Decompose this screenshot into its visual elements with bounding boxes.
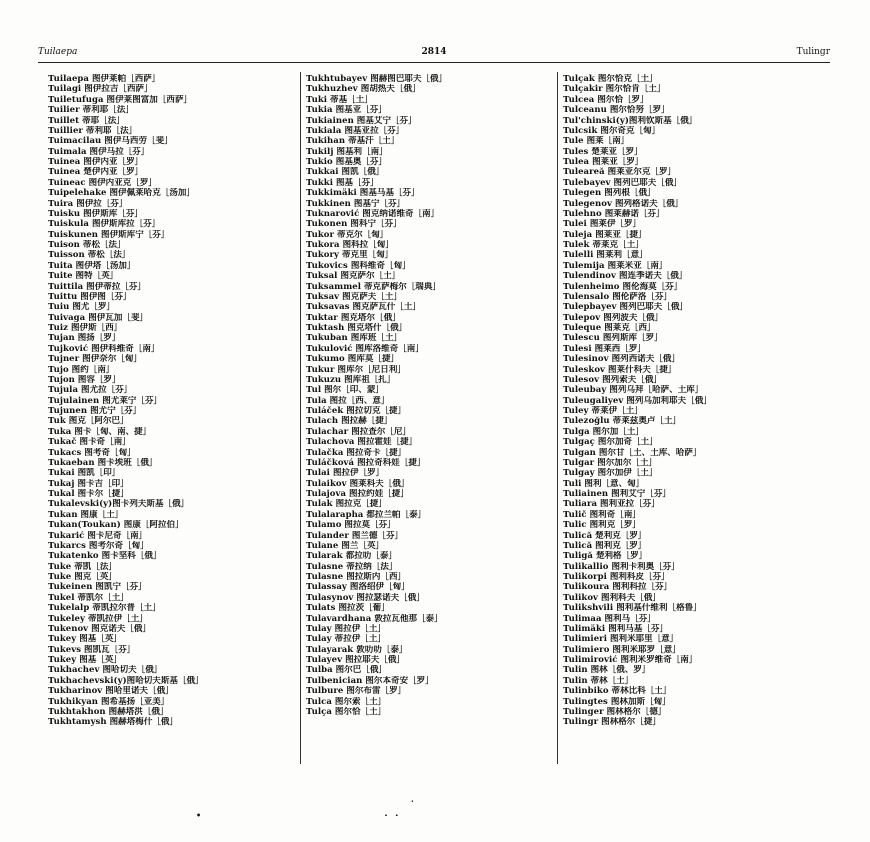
dictionary-entry: Tuk 图克［阿尔巴］	[48, 416, 129, 427]
dictionary-entry: Tulepov 图列波夫［俄］	[563, 312, 664, 323]
dictionary-entry: Tulander 图兰德［芬］	[306, 530, 404, 541]
dictionary-entry: Tuiskunen 图伊斯库宁［芬］	[48, 229, 170, 240]
dictionary-entry: Tuira 图伊拉［芬］	[48, 198, 128, 209]
dictionary-entry: Tulassay 图洛绍伊［匈］	[306, 582, 410, 593]
dictionary-entry: Tukan 图康［土］	[48, 509, 124, 520]
dictionary-entry: Tukeinen 图凯宁［芬］	[48, 582, 147, 593]
dictionary-entry: Tuineac 图伊内亚克［罗］	[48, 177, 157, 188]
dictionary-column-right	[563, 74, 813, 728]
dictionary-entry: Tulasne 图拉斯内［西］	[306, 572, 407, 582]
dictionary-entry: Tulalarapha 都拉兰帕［泰］	[306, 509, 427, 520]
dictionary-entry: Tukuban 图库班［土］	[306, 333, 403, 344]
dictionary-entry: Tulcea 图尔恰［罗］	[563, 94, 649, 105]
dictionary-entry: Tulbenician 图尔本奇安［罗］	[306, 675, 434, 686]
dictionary-entry: Tukaeban 图卡埃班［俄］	[48, 457, 158, 468]
dictionary-entry: Tukhtubayev 图赫图巴耶夫［俄］	[306, 74, 448, 84]
dictionary-entry: Tulajova 图拉约娃［捷］	[306, 489, 409, 499]
page-number: 2814	[421, 47, 447, 57]
dictionary-entry: Tulca 图尔索［土］	[306, 696, 387, 707]
dictionary-entry: Tukovics 图科维奇［匈］	[306, 260, 411, 271]
dictionary-entry: Tuleareă 图莱亚尔克［罗］	[563, 167, 677, 178]
dictionary-entry: Tulgan 图尔甘［土、土库、哈萨］	[563, 447, 702, 458]
dictionary-entry: Tukelalp 蒂凯拉尔普［土］	[48, 603, 161, 614]
dictionary-entry: Tukuzu 图库祖［扎］	[306, 374, 396, 385]
dictionary-entry: Tulasne 蒂拉纳［法］	[306, 561, 398, 572]
dictionary-entry: Tulea 图莱亚［罗］	[563, 157, 644, 167]
dictionary-entry: Tukki 图基［芬］	[306, 177, 379, 188]
dictionary-entry: Tulebayev 图列巴耶夫［俄］	[563, 177, 682, 188]
dictionary-entry: Tulendinov 图连季诺夫［俄］	[563, 271, 688, 282]
dictionary-entry: Tuleja 图莱亚［捷］	[563, 229, 647, 240]
dictionary-entry: Tulats 图拉茨［葡］	[306, 603, 390, 614]
dictionary-entry: Tulavardhana 敦拉瓦他那［泰］	[306, 613, 443, 624]
dictionary-entry: Tukarić 图卡尼奇［南］	[48, 530, 148, 541]
dictionary-entry: Tukhachevski(y)图哈切夫斯基［俄］	[48, 675, 204, 686]
dictionary-entry: Tuimacilau 图伊马西劳［斐］	[48, 136, 173, 147]
dictionary-entry: Tuilagi 图伊拉吉［西萨］	[48, 84, 153, 95]
dictionary-entry: Tulbure 图尔布雷［罗］	[306, 686, 407, 697]
dictionary-column-left	[48, 74, 296, 728]
dictionary-entry: Tukkai 图凯［俄］	[306, 167, 385, 178]
header-rule	[38, 62, 830, 63]
dictionary-entry: Tulgar 图尔加尔［土］	[563, 457, 658, 468]
dictionary-entry: Tulay 图拉伊［土］	[306, 623, 386, 634]
dictionary-entry: Tukey 图基［英］	[48, 634, 122, 645]
dictionary-entry: Tujner 图伊奈尔［匈］	[48, 354, 143, 365]
dictionary-entry: Tulei 图莱伊［罗］	[563, 219, 642, 230]
dictionary-entry: Tulikshvili 图利基什维利［格鲁］	[563, 603, 702, 614]
dictionary-entry: Tukevs 图凯瓦［芬］	[48, 644, 136, 655]
dictionary-entry: Tulimieri 图利米耶里［意］	[563, 634, 679, 645]
dictionary-entry: Tulenheimo 图伦海莫［芬］	[563, 281, 683, 292]
dictionary-entry: Tuillet 蒂耶［法］	[48, 115, 125, 126]
dictionary-entry: Tulasynov 图拉瑟诺夫［俄］	[306, 592, 425, 603]
dictionary-entry: Tulescu 图列斯库［罗］	[563, 333, 663, 344]
dictionary-entry: Tuiu 图尤［罗］	[48, 302, 116, 313]
dictionary-entry: Tulayev 图拉耶夫［俄］	[306, 655, 405, 665]
dictionary-entry: Tuke 图克［英］	[48, 572, 117, 582]
dictionary-entry: Tukonen 图科宁［芬］	[306, 219, 402, 230]
dictionary-entry: Tuite 图特［英］	[48, 271, 119, 282]
dictionary-entry: Tuka 图卡［匈、南、捷］	[48, 426, 152, 437]
dictionary-entry: Tulepbayev 图列巴耶夫［俄］	[563, 302, 688, 313]
dictionary-entry: Tukatenko 图卡坚科［俄］	[48, 551, 162, 562]
dictionary-entry: Tulic 图利克［罗］	[563, 520, 641, 531]
dictionary-entry: Tuilaepa 图伊莱帕［西萨］	[48, 74, 161, 84]
dictionary-entry: Tulimiero 图利米耶罗［意］	[563, 644, 681, 655]
dictionary-entry: Tulačka 图拉奇卡［捷］	[306, 447, 407, 458]
dictionary-entry: Tulak 图拉克［捷］	[306, 499, 387, 510]
dictionary-entry: Tukhachev 图哈切夫［俄］	[48, 665, 163, 676]
dictionary-entry: Tulach 图拉赫［捷］	[306, 416, 393, 427]
dictionary-entry: Tuimala 图伊马拉［芬］	[48, 146, 150, 157]
dictionary-entry: Tukharinov 图哈里诺夫［俄］	[48, 686, 174, 697]
dictionary-entry: Tukulović 图库洛维奇［南］	[306, 343, 424, 354]
dictionary-entry: Tukalevski(y)图卡列夫斯基［俄］	[48, 499, 190, 510]
dictionary-entry: Tuksal 图克萨尔［土］	[306, 271, 401, 282]
dictionary-entry: Tuleugaliyev 图列乌加利耶夫［俄］	[563, 395, 712, 406]
dictionary-entry: Tukio 图基奥［芬］	[306, 157, 388, 167]
dictionary-entry: Tuilier 蒂利耶［法］	[48, 105, 134, 116]
dictionary-entry: Tulegen 图列根［俄］	[563, 188, 656, 199]
running-header	[38, 44, 830, 60]
dictionary-entry: Tuki 蒂基［土］	[306, 94, 373, 105]
dictionary-entry: Tuillier 蒂利耶［法］	[48, 125, 138, 136]
dictionary-entry: Tuiletufuga 图伊莱图富加［西萨］	[48, 94, 193, 105]
dictionary-entry: Tulin 蒂林［土］	[563, 675, 634, 686]
dictionary-entry: Tulimirović 图利米罗维奇［南］	[563, 655, 698, 665]
dictionary-entry: Tulcsik 图尔奇克［匈］	[563, 125, 661, 136]
dictionary-entry: Tujunen 图尤宁［芬］	[48, 406, 142, 416]
dictionary-entry: Tuláček 图拉切克［捷］	[306, 406, 407, 416]
dictionary-entry: Tulgaç 图尔加奇［土］	[563, 437, 658, 448]
dictionary-entry: Tukor 蒂克尔［匈］	[306, 229, 389, 240]
dictionary-entry: Tujo 图约［南］	[48, 364, 115, 375]
dictionary-entry: Tulek 蒂莱克［土］	[563, 240, 644, 250]
dictionary-entry: Tulemija 图莱米亚［南］	[563, 260, 668, 271]
dictionary-entry: Tukhikyan 图希基扬［亚美］	[48, 696, 170, 707]
dictionary-entry: Tuittu 图伊图［芬］	[48, 291, 132, 302]
dictionary-entry: Tule 图莱［南］	[563, 136, 630, 147]
dictionary-entry: Tukacs 图考奇［匈］	[48, 447, 136, 458]
dictionary-entry: Tulaikov 图莱科夫［俄］	[306, 478, 410, 489]
column-divider	[300, 72, 301, 764]
dictionary-entry: Tulachova 图拉霍娃［捷］	[306, 437, 418, 448]
dictionary-entry: Tulinbiko 蒂林比科［土］	[563, 686, 672, 697]
header-last-word: Tulingr	[796, 47, 830, 57]
dictionary-entry: Tul'chinski(y)图利钦斯基［俄］	[563, 115, 698, 126]
dictionary-entry: Tulay 蒂拉伊［土］	[306, 634, 386, 645]
dictionary-entry: Tulehno 图莱赫诺［芬］	[563, 208, 665, 219]
dictionary-entry: Tukiainen 图基艾宁［芬］	[306, 115, 417, 126]
dictionary-entry: Tuksavas 图克萨瓦什［土］	[306, 302, 421, 313]
dictionary-entry: Tules 楚莱亚［罗］	[563, 146, 643, 157]
dictionary-entry: Tulça 图尔恰［土］	[306, 706, 387, 717]
dictionary-entry: Tulič 图利奇［南］	[563, 509, 641, 520]
dictionary-column-middle	[306, 74, 556, 717]
dictionary-entry: Tulimaa 图利马［芬］	[563, 613, 656, 624]
dictionary-entry: Tukarcs 图考尔奇［匈］	[48, 540, 149, 551]
dictionary-entry: Tulimäki 图利马基［芬］	[563, 623, 669, 634]
dictionary-entry: Tuiskula 图伊斯库拉［芬］	[48, 219, 161, 230]
dictionary-entry: Tula 图拉［西、意］	[306, 395, 390, 406]
dictionary-entry: Tukur 图库尔［尼日利］	[306, 364, 406, 375]
dictionary-entry: Tulçak 图尔恰克［土］	[563, 74, 658, 84]
column-divider	[557, 72, 558, 764]
dictionary-entry: Tuleubay 图列乌拜［哈萨、土库］	[563, 385, 704, 396]
dictionary-entry: Tulikorpi 图利科皮［芬］	[563, 572, 670, 582]
dictionary-entry: Tulesi 图莱西［罗］	[563, 343, 646, 354]
dictionary-entry: Tuliara 图利亚拉［芬］	[563, 499, 660, 510]
dictionary-entry: Tukora 图科拉［匈］	[306, 240, 394, 250]
dictionary-entry: Tulgay 图尔加伊［土］	[563, 468, 658, 479]
dictionary-entry: Tulesov 图列索夫［俄］	[563, 374, 662, 385]
dictionary-entry: Tuligă 楚利格［罗］	[563, 551, 648, 562]
dictionary-entry: Tukilj 图基利［南］	[306, 146, 388, 157]
dictionary-entry: Tukenov 图克诺夫［俄］	[48, 623, 152, 634]
dictionary-entry: Tulçakir 图尔恰肯［土］	[563, 84, 666, 95]
dictionary-entry: Tukel 蒂凯尔［土］	[48, 592, 129, 603]
dictionary-entry: Tuley 蒂莱伊［土］	[563, 406, 643, 416]
dictionary-entry: Tukumo 图库莫［捷］	[306, 354, 400, 365]
dictionary-entry: Tulceanu 图尔恰努［罗］	[563, 105, 670, 116]
dictionary-entry: Tukai 图凯［印］	[48, 468, 121, 479]
dictionary-entry: Tujković 图伊科维奇［南］	[48, 343, 160, 354]
dictionary-entry: Tuiz 图伊斯［西］	[48, 323, 123, 333]
dictionary-entry: Tujon 图容［罗］	[48, 374, 121, 385]
dictionary-entry: Tuivaga 图伊瓦加［斐］	[48, 312, 149, 323]
dictionary-entry: Tujulainen 图尤莱宁［芬］	[48, 395, 163, 406]
dictionary-entry: Tukan(Toukan) 图康［阿拉伯］	[48, 520, 184, 531]
dictionary-entry: Tukaj 图卡吉［印］	[48, 478, 129, 489]
dictionary-entry: Tularak 都拉叻［泰］	[306, 551, 397, 562]
dictionary-entry: Tukhtakhon 图赫塔洪［俄］	[48, 706, 169, 717]
dictionary-entry: Tukkimäki 图基马基［芬］	[306, 188, 420, 199]
dictionary-entry: Tuittila 图伊蒂拉［芬］	[48, 281, 147, 292]
dictionary-entry: Tulelli 图莱利［意］	[563, 250, 648, 261]
dictionary-entry: Tulin 图林［俄、罗］	[563, 665, 651, 676]
dictionary-entry: Tukey 图基［英］	[48, 655, 122, 665]
dictionary-entry: Tulegenov 图列格诺夫［俄］	[563, 198, 684, 209]
dictionary-entry: Tulensalo 图伦萨洛［芬］	[563, 291, 673, 302]
dictionary-entry: Tulachar 图拉查尔［尼］	[306, 426, 412, 437]
dictionary-entry: Tukhuzhev 图胡热夫［俄］	[306, 84, 421, 95]
dictionary-entry: Tuksammel 蒂克萨梅尔［瑞典］	[306, 281, 441, 292]
scan-mark: .	[411, 794, 414, 804]
dictionary-entry: Tulamo 图拉莫［芬］	[306, 520, 396, 531]
dictionary-entry: Tulayarak 敦叻叻［泰］	[306, 644, 408, 655]
dictionary-entry: Tulikoura 图利科拉［芬］	[563, 582, 673, 593]
dictionary-entry: Tukihan 蒂基汗［土］	[306, 136, 400, 147]
scan-mark: •	[196, 810, 202, 820]
dictionary-entry: Tulane 图兰［英］	[306, 540, 385, 551]
dictionary-entry: Tukkinen 图基宁［芬］	[306, 198, 406, 209]
dictionary-entry: Tulingtes 图林加斯［匈］	[563, 696, 671, 707]
dictionary-entry: Tuktash 图克塔什［俄］	[306, 323, 408, 333]
dictionary-entry: Tuisson 蒂松［法］	[48, 250, 131, 261]
dictionary-entry: Tuktar 图克塔尔［俄］	[306, 312, 401, 323]
dictionary-entry: Tulba 图尔巴［俄］	[306, 665, 387, 676]
dictionary-entry: Tul 图尔［印、蒙］	[306, 385, 384, 396]
dictionary-entry: Tukal 图卡尔［捷］	[48, 489, 129, 499]
dictionary-entry: Tuke 蒂凯［法］	[48, 561, 117, 572]
dictionary-entry: Tukiala 图基亚拉［芬］	[306, 125, 405, 136]
dictionary-entry: Tulezoğlu 蒂莱兹奥卢［土］	[563, 416, 682, 427]
dictionary-entry: Tulai 图拉伊［罗］	[306, 468, 385, 479]
dictionary-entry: Tukia 图基亚［芬］	[306, 105, 387, 116]
dictionary-entry: Tulesinov 图列西诺夫［俄］	[563, 354, 681, 365]
dictionary-entry: Tukhtamysh 图赫塔梅什［俄］	[48, 717, 179, 728]
dictionary-entry: Tulikallio 图利卡利奥［芬］	[563, 561, 680, 572]
dictionary-entry: Tukory 蒂克里［匈］	[306, 250, 394, 261]
dictionary-entry: Tuinea 图伊内亚［罗］	[48, 157, 144, 167]
dictionary-entry: Tuláčková 图拉奇科娃［捷］	[306, 457, 426, 468]
dictionary-entry: Tuipelehake 图伊佩莱哈克［汤加］	[48, 188, 195, 199]
dictionary-entry: Tukeley 蒂凯拉伊［土］	[48, 613, 148, 624]
dictionary-entry: Tuliainen 图利艾宁［芬］	[563, 489, 671, 499]
scan-mark: ・ ・	[382, 810, 401, 820]
dictionary-entry: Tukač 图卡奇［南］	[48, 437, 131, 448]
dictionary-entry: Tulingr 图林格尔［捷］	[563, 717, 661, 728]
dictionary-entry: Tujan 图扬［罗］	[48, 333, 121, 344]
header-first-word: Tuilaepa	[38, 47, 78, 57]
dictionary-entry: Tuli 图利［意、匈］	[563, 478, 645, 489]
dictionary-entry: Tuksav 图克萨夫［土］	[306, 291, 403, 302]
dictionary-entry: Tulinger 图林格尔［德］	[563, 706, 667, 717]
dictionary-entry: Tulikov 图利科夫［俄］	[563, 592, 661, 603]
dictionary-entry: Tuknarović 图克纳诺维奇［南］	[306, 208, 440, 219]
dictionary-entry: Tulică 图利克［罗］	[563, 540, 647, 551]
dictionary-entry: Tuleskov 图莱什科夫［捷］	[563, 364, 677, 375]
dictionary-entry: Tuisku 图伊斯库［芬］	[48, 208, 143, 219]
dictionary-entry: Tuleque 图莱克［西］	[563, 323, 656, 333]
dictionary-entry: Tulga 图尔加［土］	[563, 426, 644, 437]
dictionary-entry: Tulică 楚利克［罗］	[563, 530, 647, 541]
dictionary-entry: Tuison 蒂松［法］	[48, 240, 126, 250]
dictionary-entry: Tuinea 楚伊内亚［罗］	[48, 167, 144, 178]
dictionary-entry: Tujula 图尤拉［芬］	[48, 385, 133, 396]
dictionary-entry: Tuita 图伊塔［汤加］	[48, 260, 136, 271]
